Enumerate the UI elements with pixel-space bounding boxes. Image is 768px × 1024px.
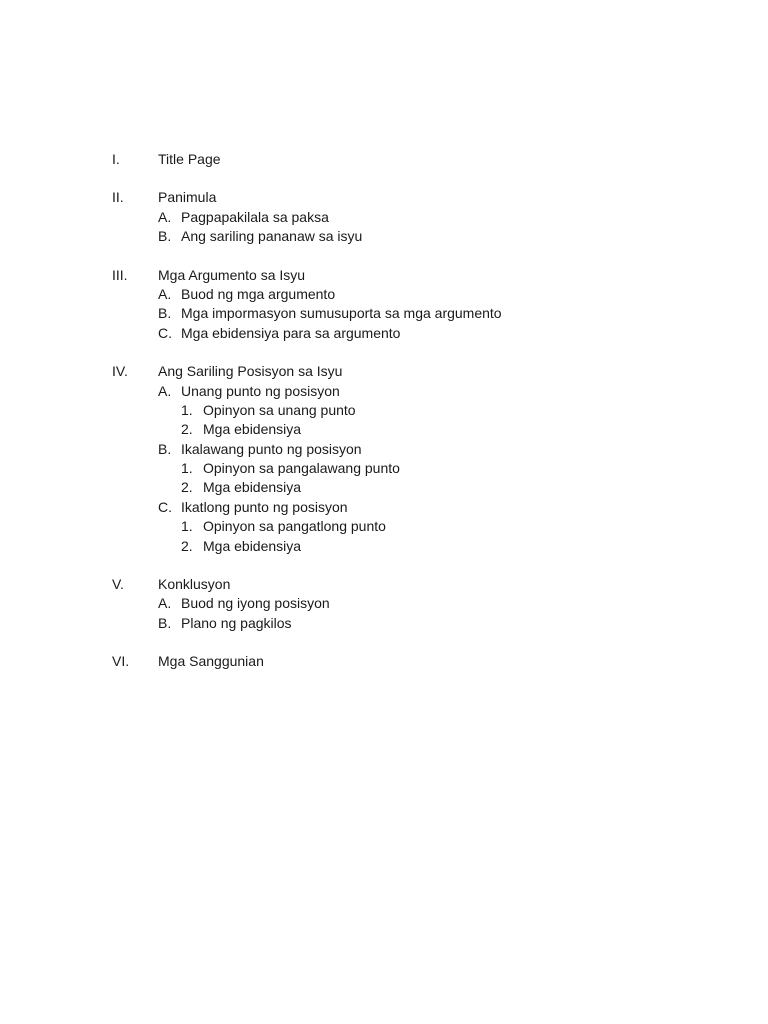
outline-section [112, 362, 732, 556]
outline-subitem [112, 401, 732, 420]
section-numeral: II. [112, 189, 124, 206]
outline-subitem [112, 537, 732, 556]
subitem-marker: 1. [181, 518, 193, 535]
outline-subitem [112, 459, 732, 478]
subitem-text: Opinyon sa unang punto [203, 401, 356, 418]
item-text: Plano ng pagkilos [181, 614, 292, 631]
subitem-marker: 1. [181, 460, 193, 477]
section-title: Ang Sariling Posisyon sa Isyu [158, 363, 343, 380]
subitem-text: Mga ebidensiya [203, 537, 302, 554]
item-marker: A. [158, 208, 172, 225]
item-marker: B. [158, 614, 172, 631]
outline-item [112, 285, 732, 304]
item-marker: C. [158, 498, 172, 515]
outline-item [112, 208, 732, 227]
item-marker: B. [158, 440, 172, 457]
outline-item [112, 498, 732, 517]
outline-subitem [112, 420, 732, 439]
section-heading [112, 188, 732, 207]
outline-item [112, 594, 732, 613]
outline-item [112, 382, 732, 401]
outline-item [112, 440, 732, 459]
section-heading [112, 150, 732, 169]
outline-section [112, 266, 732, 344]
section-title: Panimula [158, 189, 217, 206]
section-title: Konklusyon [158, 576, 231, 593]
outline-subitem [112, 478, 732, 497]
item-marker: C. [158, 324, 172, 341]
outline-section [112, 188, 732, 246]
section-numeral: I. [112, 151, 120, 167]
subitem-marker: 2. [181, 479, 193, 496]
outline-section [112, 652, 732, 671]
section-title: Mga Sanggunian [158, 653, 264, 670]
document-outline [112, 150, 732, 691]
item-marker: A. [158, 285, 172, 302]
section-numeral: IV. [112, 363, 128, 380]
outline-section [112, 575, 732, 633]
section-numeral: III. [112, 266, 128, 283]
item-text: Ikatlong punto ng posisyon [181, 498, 348, 515]
subitem-text: Mga ebidensiya [203, 421, 302, 438]
outline-item [112, 324, 732, 343]
outline-item [112, 614, 732, 633]
outline-subitem [112, 517, 732, 536]
section-heading [112, 362, 732, 381]
item-text: Buod ng mga argumento [181, 285, 336, 302]
item-marker: B. [158, 305, 172, 322]
subitem-text: Opinyon sa pangalawang punto [203, 460, 400, 477]
item-text: Unang punto ng posisyon [181, 382, 340, 399]
item-marker: B. [158, 228, 172, 245]
outline-item [112, 304, 732, 323]
subitem-marker: 2. [181, 537, 193, 554]
item-text: Ang sariling pananaw sa isyu [181, 228, 363, 245]
item-text: Mga ebidensiya para sa argumento [181, 324, 401, 341]
item-text: Ikalawang punto ng posisyon [181, 440, 362, 457]
section-numeral: VI. [112, 653, 130, 670]
subitem-marker: 1. [181, 401, 193, 418]
section-title: Title Page [158, 151, 221, 167]
subitem-marker: 2. [181, 421, 193, 438]
item-marker: A. [158, 382, 172, 399]
outline-item [112, 227, 732, 246]
section-heading [112, 575, 732, 594]
item-text: Pagpapakilala sa paksa [181, 208, 329, 225]
item-marker: A. [158, 595, 172, 612]
section-numeral: V. [112, 576, 124, 593]
subitem-text: Opinyon sa pangatlong punto [203, 518, 386, 535]
section-heading [112, 652, 732, 671]
outline-section [112, 150, 732, 169]
subitem-text: Mga ebidensiya [203, 479, 302, 496]
section-heading [112, 266, 732, 285]
item-text: Buod ng iyong posisyon [181, 595, 330, 612]
item-text: Mga impormasyon sumusuporta sa mga argumento [181, 305, 502, 322]
section-title: Mga Argumento sa Isyu [158, 266, 306, 283]
